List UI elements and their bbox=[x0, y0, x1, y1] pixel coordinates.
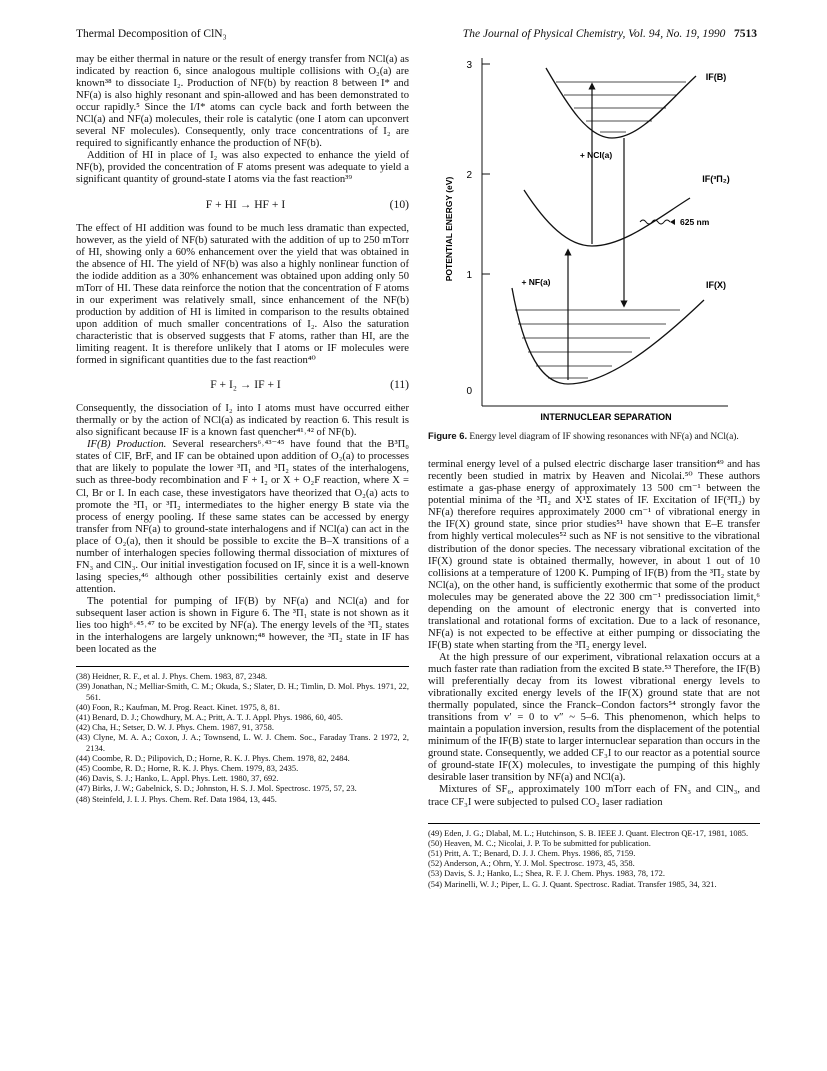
equation-number: (11) bbox=[390, 378, 409, 392]
energy-level-diagram bbox=[428, 54, 760, 428]
reference: (38) Heidner, R. F., et al. J. Phys. Chem. 1983, 87, 2348. bbox=[76, 671, 268, 682]
ifpi-label: IF(³Π₂) bbox=[702, 174, 730, 184]
references-left bbox=[76, 666, 409, 804]
paragraph-text: Several researchers⁶˒⁴³⁻⁴⁵ have found that the B³Π₀ states of ClF, BrF, and IF can be obtained upon addition of O₂(a) to processes that are likely to populate the lower ³Π₁ and ³Π₂ states of the interhalogens, such as three-body recombination and F + I₂ or X + O₂F reaction, where X = Cl, Br or I. In each case, these investigators have theorized that O₂(a) acts to promote the ³Π₁ or ³Π₂ intermediates to the higher energy B state via the process of energy pooling. If these same states can be accessed by energy transfer from NF(a) to ground-state interhalogens and if NCl(a) can act in the place of O₂(a), then it should be possible to excite the B–X transitions of a number of interhalogen species following thermal dissociation of mixtures of FN₃ and ClN₃. Our initial investigation focused on IF, since it is a well-known lasing species,⁴⁶ although other possibilities certainly exist and deserve attention. bbox=[76, 439, 409, 595]
reference: (51) Pritt, A. T.; Benard, D. J. J. Chem. Phys. 1986, 85, 7159. bbox=[428, 847, 636, 858]
y-tick-label: 2 bbox=[466, 170, 472, 181]
equation-11 bbox=[76, 379, 409, 391]
y-tick-label: 3 bbox=[466, 60, 472, 71]
y-axis-label: POTENTIAL ENERGY (eV) bbox=[444, 176, 454, 282]
reference: (44) Coombe, R. D.; Pilipovich, D.; Horne, R. K. J. Phys. Chem. 1978, 82, 2484. bbox=[76, 752, 350, 763]
equation-10 bbox=[76, 199, 409, 211]
reference: (45) Coombe, R. D.; Horne, R. K. J. Phys. Chem. 1979, 83, 2435. bbox=[76, 762, 299, 773]
reference: (40) Foon, R.; Kaufman, M. Prog. React. Kinet. 1975, 8, 81. bbox=[76, 701, 280, 712]
equation-number: (10) bbox=[389, 197, 409, 211]
y-tick-label: 1 bbox=[466, 270, 472, 281]
reference: (49) Eden, J. G.; Dlabal, M. L.; Hutchinson, S. B. IEEE J. Quant. Electron QE-17, 1981, 1085. bbox=[428, 827, 749, 838]
journal-citation bbox=[463, 28, 757, 40]
arrowhead-icon bbox=[670, 219, 675, 225]
ifx-label: IF(X) bbox=[706, 280, 726, 290]
ifb-potential-curve bbox=[546, 68, 696, 138]
caption-label: Figure 6. bbox=[428, 430, 468, 441]
reference: (47) Birks, J. W.; Gabelnick, S. D.; Johnston, H. S. J. Mol. Spectrosc. 1975, 57, 23. bbox=[76, 783, 357, 794]
paragraph: Mixtures of SF₆, approximately 100 mTorr each of FN₃ and ClN₃, and trace CF₃I were subjected to pulsed CO₂ laser radiation bbox=[428, 784, 760, 808]
paragraph: The potential for pumping of IF(B) by NF(a) and NCl(a) and for subsequent laser action is shown in Figure 6. The ³Π₁ state is not shown as it lies too high⁶˒⁴⁵˒⁴⁷ to be excited by NF(a). The energy levels of the ³Π₂ states in the interhalogens are largely unknown;⁴⁸ however, the ³Π₂ state in IF has been located as the bbox=[76, 595, 409, 656]
reference: (42) Cha, H.; Setser, D. W. J. Phys. Chem. 1987, 91, 3758. bbox=[76, 722, 274, 733]
running-head: Thermal Decomposition of ClN₃ bbox=[76, 28, 227, 40]
equation: F + I₂ → IF + I bbox=[210, 378, 281, 392]
figure-6 bbox=[428, 54, 760, 428]
reference: (54) Marinelli, W. J.; Piper, L. G. J. Quant. Spectrosc. Radiat. Transfer 1985, 34, 321. bbox=[428, 878, 717, 889]
paragraph: may be either thermal in nature or the result of energy transfer from NCl(a) as indicated by reaction 6, since analogous multiple collisions with O₂(a) are known³⁸ to dissociate I₂. Production of NF(b) by reaction 8 between I* and NF(a) is also highly resonant and spin-allowed and has been demonstrated to occur rapidly.⁵ Since the I/I* atoms can cycle back and forth between the NCl(a) and NF(a) molecules, their role is catalytic (one I atom can upconvert several NF molecules). Consequently, only trace concentrations of I₂ are required to significantly enhance the production of NF(b). bbox=[76, 54, 409, 150]
right-body bbox=[428, 459, 760, 808]
references-right bbox=[428, 823, 760, 889]
equation: F + HI → HF + I bbox=[205, 197, 286, 211]
ncl-label: + NCl(a) bbox=[579, 150, 613, 160]
wavelength-label: 625 nm bbox=[680, 217, 710, 227]
figure-caption bbox=[428, 430, 760, 443]
reference: (39) Jonathan, N.; Melliar-Smith, C. M.; Okuda, S.; Slater, D. H.; Timlin, D. Mol. Phys. 1971, 22, 561. bbox=[76, 681, 409, 702]
ifx-potential-curve bbox=[512, 288, 704, 384]
ifb-label: IF(B) bbox=[705, 72, 727, 82]
paragraph: terminal energy level of a pulsed electric discharge laser transition⁴⁹ and has recently been studied in matrix by Heaven and Nicolai.⁵⁰ These authors estimate a gas-phase energy of approximately 13 500 cm⁻¹ between the potential minima of the ³Π₂ and X¹Σ states of IF. Excitation of IF(³Π₂) by NF(a) therefore requires approximately 2000 cm⁻¹ of vibrational energy in the IF(X) ground state, since prior studies⁵¹ have shown that E–E transfer from highly vertical molecules⁵² such as NF is not sensitive to the vibrational distribution of the donor species. The necessary vibrational excitation of the IF(X) ground state is obtained thermally, however, in about 1 out of 10 collisions at a temperature of 1200 K. Pumping of IF(B) from the ³Π₂ state by NCl(a), on the other hand, is sufficiently exothermic that some of the product molecules may be generated above the 22 300 cm⁻¹ predissociation limit,⁶ depending on the amount of electronic energy that is converted into translational and rotational forms of excitation. Due to a lack of resonance, NF(a) is not expected to be effective at either pumping or dissociating the IF(B) state when starting from the ³Π₂ energy level. bbox=[428, 459, 760, 651]
paragraph: Addition of HI in place of I₂ was also expected to enhance the yield of NF(b), provided the concentration of F atoms present was adequate to yield a significant quantity of ground-state I atoms via the fast reaction³⁹ bbox=[76, 150, 409, 186]
x-axis-label: INTERNUCLEAR SEPARATION bbox=[540, 412, 672, 422]
reference: (43) Clyne, M. A. A.; Coxon, J. A.; Townsend, L. W. J. Chem. Soc., Faraday Trans. 2 1972, 2, 2134. bbox=[76, 732, 409, 753]
section-head: IF(B) Production. bbox=[87, 439, 167, 451]
reference: (53) Davis, S. J.; Hanko, L.; Shea, R. F. J. Chem. Phys. 1983, 78, 172. bbox=[428, 868, 665, 879]
journal-name: The Journal of Physical Chemistry, Vol. 94, No. 19, 1990 bbox=[462, 28, 726, 40]
ifpi-potential-curve bbox=[524, 190, 690, 246]
reference: (48) Steinfeld, J. I. J. Phys. Chem. Ref. Data 1984, 13, 445. bbox=[76, 793, 277, 804]
nf-label: + NF(a) bbox=[521, 277, 551, 287]
reference: (50) Heaven, M. C.; Nicolai, J. P. To be submitted for publication. bbox=[428, 837, 651, 848]
paragraph: At the high pressure of our experiment, vibrational relaxation occurs at a much faster rate than radiation from the excited B state.⁵³ Therefore, the IF(B) will preferentially decay from its lowest vibrational energy levels to vibrationally excited energy levels of the IF(X) ground state that are not thermally populated, since the Franck–Condon factors⁵⁴ strongly favor the transitions from v′ = 0 to v″ ~ 5–6. This phenomenon, which helps to maintain a population inversion, results from the displacement of the potential minimum of the IF(B) state to larger internuclear separation than occurs in the ground state. Consequently, we added CF₃I to our reactor as a potential source of ground-state IF(X) molecules, to investigate the pumping of this highly desirable laser transition by NF(a) and NCl(a). bbox=[428, 651, 760, 784]
page-number: 7513 bbox=[734, 28, 757, 40]
paragraph: Consequently, the dissociation of I₂ into I atoms must have occurred either thermally or by the action of NCl(a) as indicated by reaction 6. This result is also significant because IF is a known fast quencher⁴¹˒⁴² of NF(b). bbox=[76, 403, 409, 439]
reference: (41) Benard, D. J.; Chowdhury, M. A.; Pritt, A. T. J. Appl. Phys. 1986, 60, 405. bbox=[76, 711, 343, 722]
caption-text: Energy level diagram of IF showing resonances with NF(a) and NCl(a). bbox=[467, 432, 739, 442]
paragraph: The effect of HI addition was found to be much less dramatic than expected, however, as the yield of NF(b) saturated with the addition of up to 250 mTorr of HI, showing only a 60% enhancement over the yield that was obtained in the absence of HI. The yield of NF(b) was also a highly nonlinear function of the iodide addition as a 30% enhancement was obtained upon adding only 50 mTorr of HI. These data reinforce the notion that the concentration of F atoms in our experiment was relatively small, since enhancement of the NF(b) production by addition of HI is limited in comparison to the results obtained upon addition of much smaller concentrations of I₂. Also the saturation characteristic that is observed suggests that F atoms, rather than HI, are the limiting reagent. It is therefore unlikely that I atoms or IF molecules were formed in significant quantities due to the fast reaction⁴⁰ bbox=[76, 222, 409, 367]
y-tick-label: 0 bbox=[466, 386, 472, 397]
reference: (52) Anderson, A.; Ohrn, Y. J. Mol. Spectrosc. 1973, 45, 358. bbox=[428, 858, 635, 869]
right-column bbox=[428, 430, 760, 889]
left-column bbox=[76, 54, 409, 804]
paragraph bbox=[76, 439, 409, 596]
reference: (46) Davis, S. J.; Hanko, L. Appl. Phys. Lett. 1980, 37, 692. bbox=[76, 773, 279, 784]
